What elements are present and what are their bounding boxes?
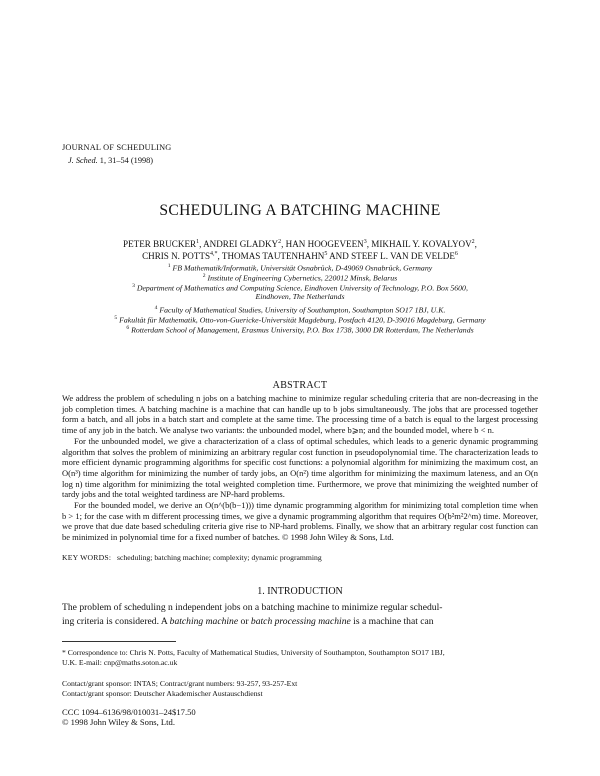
footnote-rule xyxy=(62,641,176,642)
abstract-paragraph: We address the problem of scheduling n jobs on a batching machine to minimize regular scheduling criteria that are non-decreasing in the job completion times. A batching machine is a machine that can handle up to b jobs simultaneously. The jobs that are processed together form a batch, and all jobs in a batch start and complete at the same time. The processing time of a batch is equal to the largest processing time of any job in the batch. We analyse two variants: the unbounded model, where b⩾n; and the bounded model, where b < n. xyxy=(62,393,538,436)
keywords xyxy=(62,553,538,562)
author-name: CHRIS N. POTTS xyxy=(142,251,211,262)
author-line-1: PETER BRUCKER$^1$, ANDREI GLADKY$^2$, HAN HOOGEVEEN$^3$, MIKHAIL Y. KOVALYOV$^2$, xyxy=(123,239,477,250)
author-name: STEEF L. VAN DE VELDE xyxy=(351,251,455,262)
author-name: PETER BRUCKER xyxy=(123,239,197,250)
section-heading: 1. INTRODUCTION xyxy=(257,586,343,597)
journal-citation xyxy=(68,156,153,165)
affiliation: $^1$ FB Mathematik/Informatik, Universität Osnabrück, D-49069 Osnabrück, Germany xyxy=(167,263,433,273)
term-emphasis: batch processing machine xyxy=(250,616,351,627)
paper-title: SCHEDULING A BATCHING MACHINE xyxy=(159,202,441,219)
affiliation: $^5$ Fakultät für Mathematik, Otto-von-Guericke-Universität Magdeburg, Postfach 4120, D-39016 Magdeburg, Germany xyxy=(114,315,486,325)
abstract-paragraph: For the bounded model, we derive an O(n^(b(b−1))) time dynamic programming algorithm for minimizing total completion time when b > 1; for the case with m different processing times, we give a dynamic programming algorithm that requires O(b²m²2^m) time. Moreover, we prove that due date based scheduling criteria give rise to NP-hard problems. Finally, we show that an arbitrary regular cost function can be minimized in polynomial time for a fixed number of batches. © 1998 John Wiley & Sons, Ltd. xyxy=(62,500,538,543)
grant-sponsors xyxy=(62,679,538,698)
copyright-line: © 1998 John Wiley & Sons, Ltd. xyxy=(62,717,175,728)
intro-line: ing criteria is considered. A batching machine or batch processing machine is a machine that can xyxy=(62,616,434,627)
author-name: THOMAS TAUTENHAHN xyxy=(221,251,325,262)
intro-text xyxy=(62,601,538,629)
author-affil-mark: 6 xyxy=(454,251,458,257)
affiliation-continued: Eindhoven, The Netherlands xyxy=(255,292,345,301)
author-affil-mark: 5 xyxy=(324,251,328,257)
author-affil-mark: 4,* xyxy=(210,251,218,257)
author-name: MIKHAIL Y. KOVALYOV xyxy=(371,239,472,250)
abstract-heading: ABSTRACT xyxy=(272,380,328,391)
author-affil-mark: 1 xyxy=(196,239,200,245)
affiliation: $^2$ Institute of Engineering Cybernetics, 220012 Minsk, Belarus xyxy=(202,273,398,283)
citation-abbrev: J. Sched. xyxy=(68,156,98,165)
grant-sponsor-line: Contact/grant sponsor: Deutscher Akademischer Austauschdienst xyxy=(62,688,263,698)
correspondence-footnote: * Correspondence to: Chris N. Potts, Faculty of Mathematical Studies, University of Southampton, Southampton SO17 1BJ, U.K. E-mail: cnp@maths.soton.ac.uk xyxy=(62,648,445,667)
author-name: ANDREI GLADKY xyxy=(203,239,279,250)
abstract-body xyxy=(62,393,538,543)
affiliation: $^4$ Faculty of Mathematical Studies, University of Southampton, Southampton SO17 1BJ, U.K. xyxy=(154,305,446,315)
ccc-code: CCC 1094–6136/98/010031–24$17.50 xyxy=(62,707,196,717)
author-name: HAN HOOGEVEEN xyxy=(285,239,364,250)
keywords-label: KEY WORDS: xyxy=(62,553,112,562)
term-emphasis: batching machine xyxy=(169,616,239,627)
copyright-block xyxy=(62,707,196,728)
author-affil-mark: 2 xyxy=(278,239,282,245)
affiliation: $^6$ Rotterdam School of Management, Erasmus University, P.O. Box 1738, 3000 DR Rotterdam, The Netherlands xyxy=(126,325,474,335)
affiliation: $^3$ Department of Mathematics and Computing Science, Eindhoven University of Technology, P.O. Box 5600, xyxy=(132,283,468,293)
journal-name: JOURNAL OF SCHEDULING xyxy=(62,143,172,152)
keywords-list: scheduling; batching machine; complexity; dynamic programming xyxy=(116,553,322,562)
citation-volume-pages: 1, 31–54 (1998) xyxy=(97,156,154,165)
intro-line: The problem of scheduling n independent jobs on a batching machine to minimize regular schedul- xyxy=(62,602,443,613)
abstract-paragraph: For the unbounded model, we give a characterization of a class of optimal schedules, which leads to a generic dynamic programming algorithm that solves the problem of minimizing an arbitrary regular cost function in pseudopolynomial time. The characterization leads to more efficient dynamic programming algorithms for specific cost functions: a polynomial algorithm for minimizing the maximum cost, an O(n³) time algorithm for minimizing the number of tardy jobs, an O(n²) time algorithm for minimizing the maximum lateness, and an O(n log n) time algorithm for minimizing the total weighted completion time. Furthermore, we prove that minimizing the weighted number of tardy jobs and the total weighted tardiness are NP-hard problems. xyxy=(62,435,538,500)
author-affil-mark: 2 xyxy=(471,239,475,245)
author-line-2: CHRIS N. $POTTS^{4,*}$, THOMAS TAUTENHAHN$^5$ AND STEEF L. VAN DE VELDE$^6$ xyxy=(142,251,458,262)
grant-sponsor-line: Contact/grant sponsor: INTAS; Contract/grant numbers: 93-257, 93-257-Ext xyxy=(62,679,298,688)
author-affil-mark: 3 xyxy=(363,239,367,245)
